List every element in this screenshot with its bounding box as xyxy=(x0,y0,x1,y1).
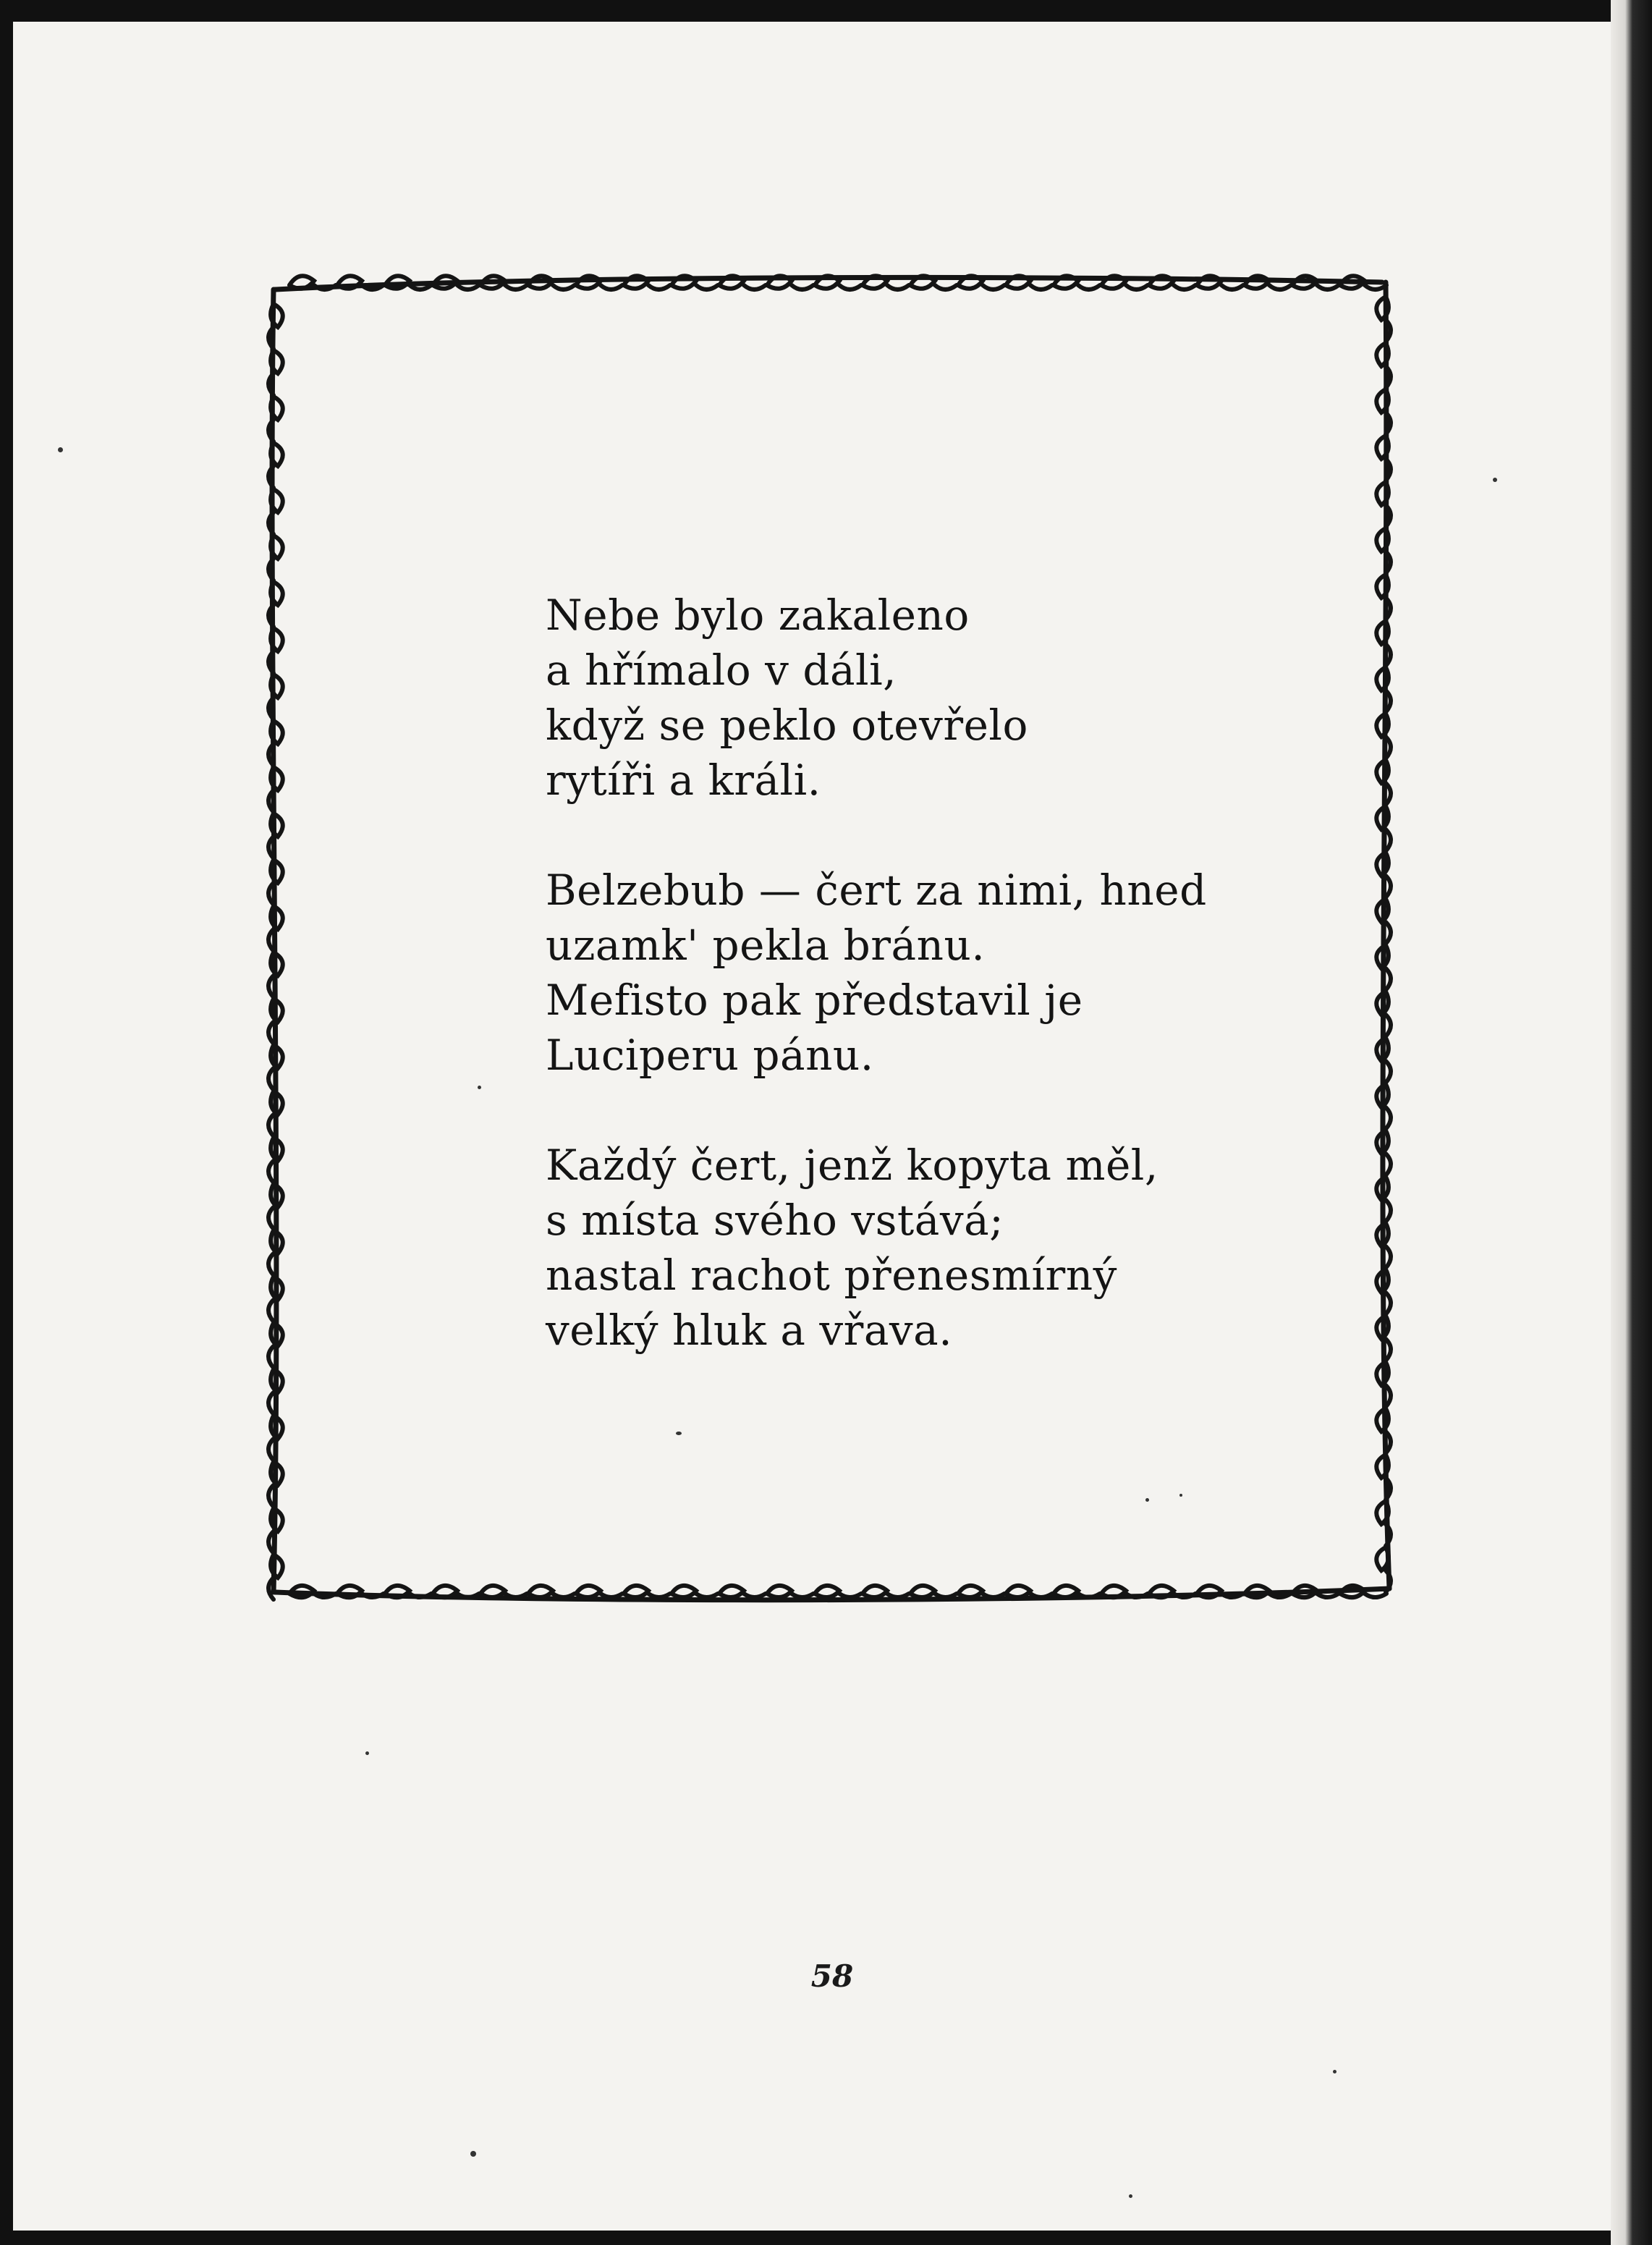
vine-leaf xyxy=(935,1594,957,1597)
vine-leaf xyxy=(1376,297,1389,320)
vine-leaf xyxy=(887,285,909,289)
vine-leaf xyxy=(271,628,283,651)
vine-leaf xyxy=(910,276,935,289)
scan-speck xyxy=(1129,2194,1132,2198)
poem-line: nastal rachot přenesmírný xyxy=(546,1251,1117,1300)
poem-line: Každý čert, jenž kopyta měl, xyxy=(546,1141,1158,1190)
vine-leaf xyxy=(271,1555,283,1578)
vine-leaf xyxy=(601,285,622,289)
vine-leaf xyxy=(863,1586,887,1597)
vine-leaf xyxy=(576,1586,601,1597)
poem-line: uzamk' pekla bránu. xyxy=(546,921,986,970)
vine-leaf xyxy=(271,443,283,466)
vine-leaf xyxy=(1386,1107,1391,1129)
vine-leaf xyxy=(271,767,283,790)
vine-leaf xyxy=(815,1586,839,1597)
vine-leaf xyxy=(505,285,527,289)
vine-leaf xyxy=(457,285,479,289)
vine-leaf xyxy=(268,1115,274,1136)
vine-leaf xyxy=(983,1594,1004,1597)
vine-leaf xyxy=(1317,285,1339,289)
vine-leaf xyxy=(1376,621,1389,644)
vine-leaf xyxy=(271,536,283,559)
vine-leaf xyxy=(744,1594,766,1597)
scan-speck xyxy=(1493,478,1497,482)
scan-speck xyxy=(365,1751,369,1755)
vine-leaf xyxy=(1386,1339,1391,1361)
vine-leaf xyxy=(1376,528,1389,551)
vine-leaf xyxy=(1030,1594,1052,1597)
vine-leaf xyxy=(1174,285,1195,289)
vine-leaf xyxy=(1149,276,1174,289)
vine-leaf xyxy=(337,1586,362,1597)
vine-leaf xyxy=(268,1253,274,1275)
vine-leaf xyxy=(744,285,766,289)
vine-leaf xyxy=(553,1594,575,1597)
vine-leaf xyxy=(1269,285,1291,289)
poem-line: rytíři a králi. xyxy=(546,756,821,805)
vine-leaf xyxy=(1078,285,1100,289)
vine-leaf xyxy=(1126,285,1148,289)
vine-leaf xyxy=(792,1594,813,1597)
vine-leaf xyxy=(1376,667,1389,690)
vine-leaf xyxy=(624,1586,648,1597)
vine-leaf xyxy=(1386,1200,1391,1222)
vine-leaf xyxy=(887,1594,909,1597)
vine-leaf xyxy=(553,285,575,289)
vine-leaf xyxy=(648,1594,670,1597)
scan-bottom-edge xyxy=(0,2231,1652,2245)
vine-leaf xyxy=(268,1068,274,1090)
vine-leaf xyxy=(1376,1501,1389,1524)
vine-leaf xyxy=(1317,1594,1339,1597)
vine-leaf xyxy=(1386,1154,1391,1175)
vine-leaf xyxy=(271,860,283,883)
vine-leaf xyxy=(1101,276,1126,289)
scan-speck xyxy=(1333,2070,1337,2073)
vine-leaf xyxy=(839,1594,861,1597)
vine-leaf xyxy=(1030,285,1052,289)
poem-line: s místa svého vstává; xyxy=(546,1196,1004,1245)
vine-leaf xyxy=(480,1586,505,1597)
vine-leaf xyxy=(1365,1594,1386,1597)
vine-leaf xyxy=(268,1300,274,1322)
vine-leaf xyxy=(271,397,283,420)
vine-leaf xyxy=(1386,968,1391,990)
vine-leaf xyxy=(910,1586,935,1597)
vine-leaf xyxy=(1006,1586,1030,1597)
poem-line: Luciperu pánu. xyxy=(546,1031,874,1080)
vine-leaf xyxy=(268,1346,274,1368)
scan-left-edge xyxy=(0,0,13,2245)
vine-leaf xyxy=(1376,389,1389,413)
vine-leaf xyxy=(289,276,314,289)
vine-leaf xyxy=(792,285,813,289)
vine-leaf xyxy=(1376,343,1389,366)
poem-line: když se peklo otevřelo xyxy=(546,701,1028,750)
vine-leaf xyxy=(1376,1547,1389,1570)
vine-leaf xyxy=(528,1586,553,1597)
vine-leaf xyxy=(1386,1061,1391,1083)
vine-leaf xyxy=(672,1586,696,1597)
page-number: 58 xyxy=(810,1958,854,1994)
vine-leaf xyxy=(958,1586,983,1597)
vine-leaf xyxy=(1006,276,1030,289)
vine-leaf xyxy=(1197,276,1221,289)
poem-line: Mefisto pak představil je xyxy=(546,976,1083,1025)
vine-leaf xyxy=(1365,285,1386,289)
vine-leaf xyxy=(1386,1015,1391,1036)
vine-leaf xyxy=(271,813,283,837)
vine-leaf xyxy=(1221,285,1243,289)
vine-leaf xyxy=(624,276,648,289)
stanza-2 xyxy=(546,863,1269,1083)
vine-leaf xyxy=(505,1594,527,1597)
vine-leaf xyxy=(271,304,283,327)
vine-leaf xyxy=(1101,1586,1126,1597)
vine-leaf xyxy=(1376,575,1389,598)
vine-leaf xyxy=(1386,876,1391,897)
poem-line: Nebe bylo zakaleno xyxy=(546,591,970,640)
vine-leaf xyxy=(433,1586,457,1597)
vine-leaf xyxy=(268,1392,274,1414)
vine-leaf xyxy=(271,721,283,744)
vine-leaf xyxy=(1078,1594,1100,1597)
vine-leaf xyxy=(863,276,887,289)
vine-leaf xyxy=(1197,1586,1221,1597)
vine-leaf xyxy=(1376,482,1389,505)
stanza-1 xyxy=(546,588,1269,808)
vine-leaf xyxy=(815,276,839,289)
vine-leaf xyxy=(719,1586,744,1597)
page-binding-edge xyxy=(1611,0,1652,2245)
vine-leaf xyxy=(935,285,957,289)
vine-leaf xyxy=(839,285,861,289)
vine-leaf xyxy=(601,1594,622,1597)
vine-leaf xyxy=(1386,1293,1391,1314)
vine-leaf xyxy=(1376,436,1389,459)
vine-leaf xyxy=(457,1594,479,1597)
vine-leaf xyxy=(385,1586,410,1597)
stanza-3 xyxy=(546,1138,1269,1358)
vine-leaf xyxy=(696,285,718,289)
scan-speck xyxy=(470,2151,476,2157)
vine-leaf xyxy=(1376,1455,1389,1478)
vine-leaf xyxy=(983,285,1004,289)
vine-leaf xyxy=(268,1022,274,1044)
vine-leaf xyxy=(719,276,744,289)
vine-leaf xyxy=(1386,1246,1391,1268)
vine-leaf xyxy=(648,285,670,289)
vine-leaf xyxy=(337,276,362,289)
vine-leaf xyxy=(268,1439,274,1460)
poem-line: velký hluk a vřava. xyxy=(546,1306,953,1355)
vine-leaf xyxy=(672,276,696,289)
vine-leaf xyxy=(271,489,283,512)
vine-leaf xyxy=(1386,922,1391,944)
vine-leaf xyxy=(271,350,283,373)
vine-leaf xyxy=(767,1586,792,1597)
vine-leaf xyxy=(1054,1586,1078,1597)
vine-leaf xyxy=(271,675,283,698)
scan-top-edge xyxy=(0,0,1652,22)
poem-line: a hřímalo v dáli, xyxy=(546,646,897,695)
vine-leaf xyxy=(696,1594,718,1597)
vine-leaf xyxy=(1054,276,1078,289)
vine-leaf xyxy=(958,276,983,289)
vine-leaf xyxy=(767,276,792,289)
scan-speck xyxy=(58,447,63,452)
vine-leaf xyxy=(1149,1586,1174,1597)
poem-line: Belzebub — čert za nimi, hned xyxy=(546,866,1207,915)
vine-leaf xyxy=(268,1207,274,1229)
vine-leaf xyxy=(271,582,283,605)
poem xyxy=(546,588,1269,1358)
vine-leaf xyxy=(268,1161,274,1183)
